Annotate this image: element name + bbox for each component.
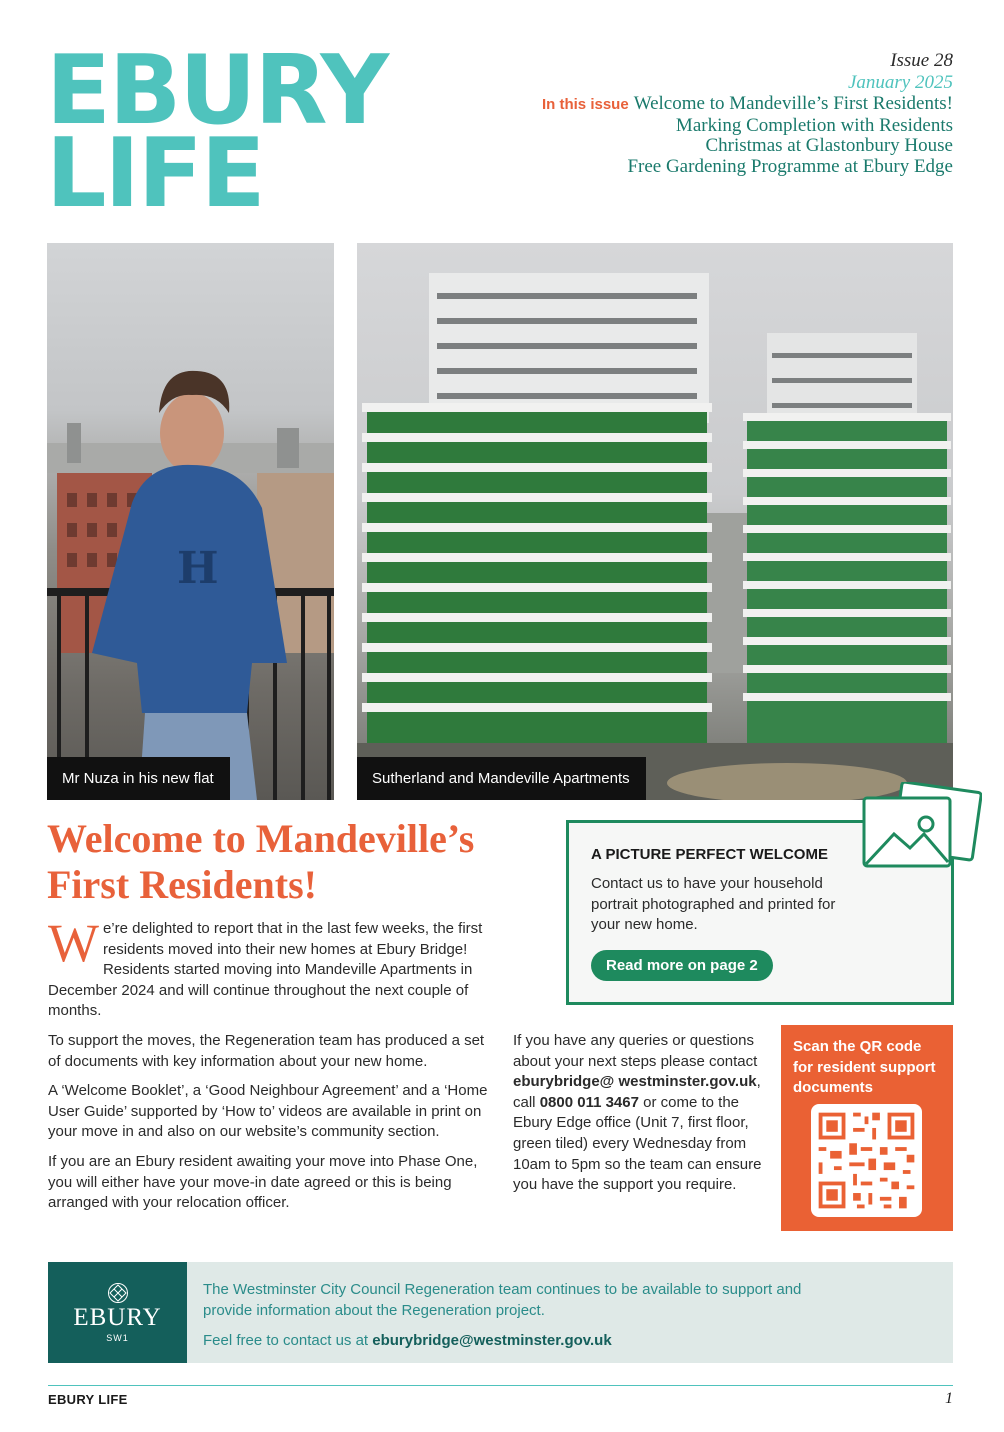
qr-caption: Scan the QR code for resident support documents [793,1038,936,1096]
contact-intro: If you have any queries or questions about your next steps please contact [513,1032,758,1070]
footer-publication-name: EBURY LIFE [48,1392,128,1407]
resident-photo-illustration [47,243,334,800]
svg-text:H: H [177,543,219,594]
apartments-photo-illustration [357,243,953,800]
qr-code[interactable] [811,1104,922,1217]
toc-item: Free Gardening Programme at Ebury Edge [627,155,953,177]
issue-date: January 2025 [847,72,953,93]
toc-item [542,94,953,116]
contact-mid: , call [513,1073,761,1111]
masthead-logo [46,36,416,229]
banner-line-2 [203,1331,803,1352]
qr-code-graphic [811,1104,922,1217]
toc-item-text: Welcome to Mandeville’s First Residents! [633,93,953,114]
toc-item: Christmas at Glastonbury House [705,135,953,156]
logo-wordmark: EBURY [73,1304,162,1331]
drop-cap: W [48,913,99,973]
toc-label: In this issue [541,96,629,113]
read-more-button[interactable]: Read more on page 2 [591,950,773,981]
photo-caption: Sutherland and Mandeville Apartments [357,757,646,800]
resident-photo [47,243,334,800]
apartments-photo [357,243,953,800]
photo-caption: Mr Nuza in his new flat [47,757,230,800]
page-number: 1 [945,1390,953,1407]
issue-info [542,50,953,177]
contact-banner [48,1262,953,1363]
contact-phone[interactable]: 0800 011 3467 [539,1093,639,1111]
banner-prefix: Feel free to contact us at [203,1332,373,1349]
article-paragraph: To support the moves, the Regeneration team has produced a set of documents with key information about your new home. [48,1031,485,1070]
article-body-left [48,913,498,1223]
qr-code-panel [781,1025,953,1231]
contact-rest: or come to the Ebury Edge office (Unit 7, first floor, green tiled) every Wednesday from 10am to 5pm so the team can ensure you have the support you require. [513,1093,762,1194]
banner-line-1: The Westminster City Council Regeneration team continues to be available to support and provide information about the Regeneration project. [203,1281,802,1319]
footer-divider [48,1385,953,1386]
logo-emblem-icon [107,1282,129,1304]
masthead-line-1: EBURY [46,36,388,146]
logo-subtitle: SW1 [106,1333,129,1343]
toc-item: Marking Completion with Residents [675,114,953,136]
picture-icon [862,782,982,872]
article-paragraph: A ‘Welcome Booklet’, a ‘Good Neighbour Agreement’ and a ‘Home User Guide’ supported by ‘How to’ videos are available in print on your move in and also on our website’s community section. [48,1082,488,1141]
masthead-line-2: LIFE [46,119,264,229]
article-headline: Welcome to Mandeville’s First Residents! [47,816,475,907]
picture-box-title: A PICTURE PERFECT WELCOME [591,846,828,863]
contact-email-link[interactable]: eburybridge@ westminster.gov.uk [513,1073,757,1091]
article-paragraph: If you are an Ebury resident awaiting your move into Phase One, you will either have your move-in date agreed or this is being arranged with your relocation officer. [48,1152,478,1212]
paragraph-text: e’re delighted to report that in the last few weeks, the first residents moved into their new homes at Ebury Bridge! Residents started moving into Mandeville Apartments in December 2024 and will continue throughout the next couple of months. [48,920,483,1020]
banner-email-link[interactable]: eburybridge@westminster.gov.uk [372,1332,612,1349]
picture-box-body: Contact us to have your household portrait photographed and printed for your new home. [591,875,836,933]
banner-text [203,1280,803,1352]
ebury-sw1-logo [48,1262,187,1363]
article-paragraph [48,913,498,1022]
issue-number: Issue 28 [890,50,953,71]
contact-paragraph [513,1031,763,1205]
